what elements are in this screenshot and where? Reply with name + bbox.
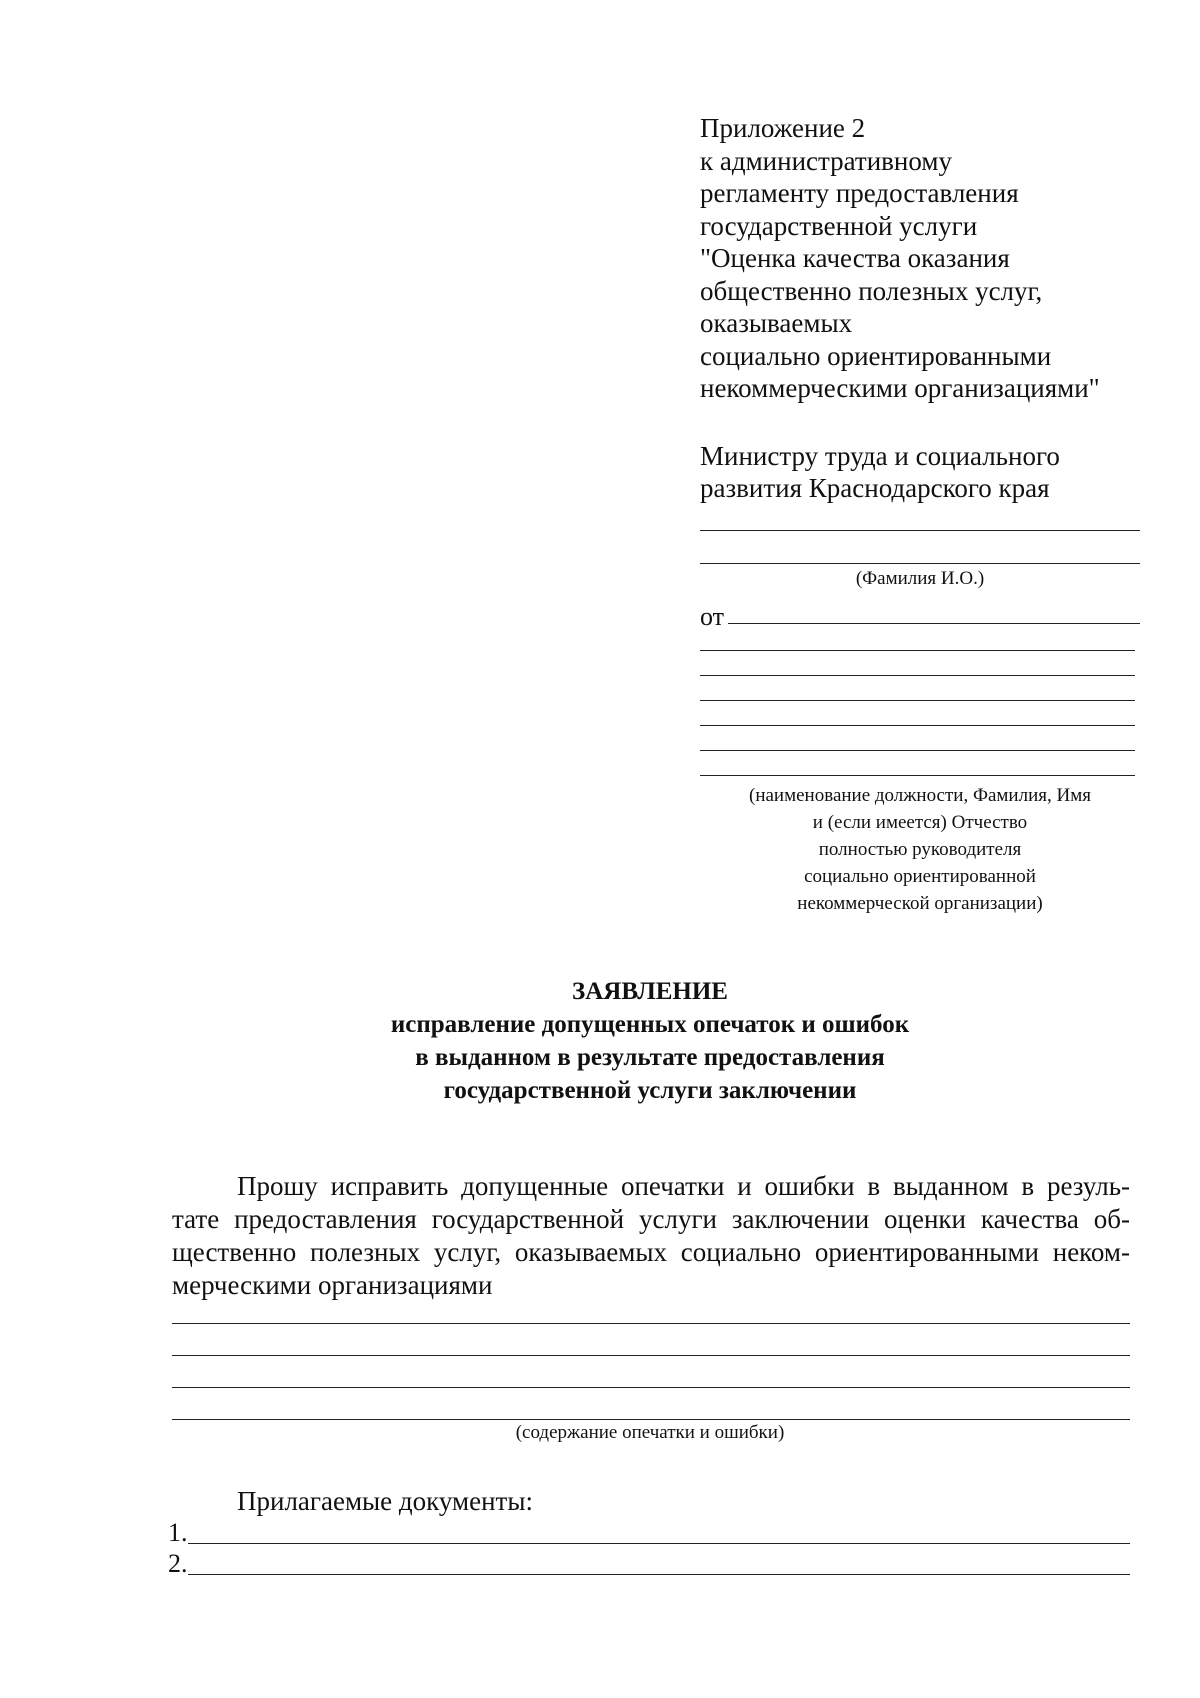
appendix-reference bbox=[700, 112, 1100, 405]
error-content-line-1[interactable] bbox=[172, 1323, 1130, 1324]
document-subtitle-line: в выданном в результате предоставления bbox=[415, 1044, 885, 1071]
applicant-line-2[interactable] bbox=[700, 650, 1135, 651]
applicant-line-4[interactable] bbox=[700, 700, 1135, 701]
document-subtitle-line: исправление допущенных опечаток и ошибок bbox=[390, 1011, 910, 1038]
error-content-caption: (содержание опечатки и ошибки) bbox=[515, 1422, 785, 1443]
request-body bbox=[172, 1170, 1130, 1302]
fio-caption: (Фамилия И.О.) bbox=[855, 568, 985, 589]
attachments-label: Прилагаемые документы: bbox=[237, 1486, 533, 1516]
document-subtitle-line: государственной услуги заключении bbox=[443, 1077, 857, 1104]
recipient-name-line-2[interactable] bbox=[700, 563, 1140, 564]
applicant-line-6[interactable] bbox=[700, 750, 1135, 751]
appendix-line: общественно полезных услуг, bbox=[700, 275, 1043, 306]
appendix-line: к административному bbox=[700, 145, 952, 176]
applicant-line-1[interactable] bbox=[728, 623, 1140, 624]
applicant-caption-line: (наименование должности, Фамилия, Имя bbox=[749, 785, 1091, 806]
appendix-line: "Оценка качества оказания bbox=[700, 243, 1010, 273]
applicant-line-3[interactable] bbox=[700, 675, 1135, 676]
appendix-line: оказываемых bbox=[700, 308, 853, 338]
appendix-line: социально ориентированными bbox=[700, 340, 1052, 371]
attachment-number: 1. bbox=[168, 1518, 188, 1547]
addressee-line: развития Краснодарского края bbox=[700, 473, 1050, 503]
body-line: тате предоставления государственной услуги заключении оценки качества об- bbox=[172, 1204, 1130, 1234]
error-content-line-3[interactable] bbox=[172, 1387, 1130, 1388]
body-line: щественно полезных услуг, оказываемых социально ориентированными неком- bbox=[172, 1237, 1130, 1267]
body-line: мерческими организациями bbox=[172, 1270, 493, 1300]
applicant-line-7[interactable] bbox=[700, 775, 1135, 776]
applicant-caption-line: и (если имеется) Отчество bbox=[812, 812, 1028, 833]
appendix-line: государственной услуги bbox=[700, 210, 978, 241]
appendix-line: регламенту предоставления bbox=[700, 178, 1019, 208]
appendix-line: Приложение 2 bbox=[700, 113, 866, 143]
appendix-line: некоммерческими организациями" bbox=[700, 373, 1100, 403]
applicant-caption-line: полностью руководителя bbox=[818, 839, 1022, 860]
applicant-caption bbox=[700, 782, 1140, 917]
addressee bbox=[700, 440, 1060, 504]
recipient-name-line-1[interactable] bbox=[700, 530, 1140, 531]
error-content-line-2[interactable] bbox=[172, 1355, 1130, 1356]
applicant-line-5[interactable] bbox=[700, 725, 1135, 726]
document-heading bbox=[150, 975, 1150, 1107]
from-label: от bbox=[700, 602, 725, 631]
attachment-line-1[interactable] bbox=[188, 1543, 1130, 1544]
body-line: Прошу исправить допущенные опечатки и ошибки в выданном в резуль- bbox=[237, 1171, 1130, 1201]
addressee-line: Министру труда и социального bbox=[700, 441, 1060, 471]
error-content-line-4[interactable] bbox=[172, 1419, 1130, 1420]
applicant-caption-line: социально ориентированной bbox=[804, 866, 1036, 887]
document-title: ЗАЯВЛЕНИЕ bbox=[572, 978, 728, 1005]
applicant-caption-line: некоммерческой организации) bbox=[797, 893, 1043, 914]
attachment-number: 2. bbox=[168, 1549, 188, 1578]
attachment-line-2[interactable] bbox=[188, 1574, 1130, 1575]
